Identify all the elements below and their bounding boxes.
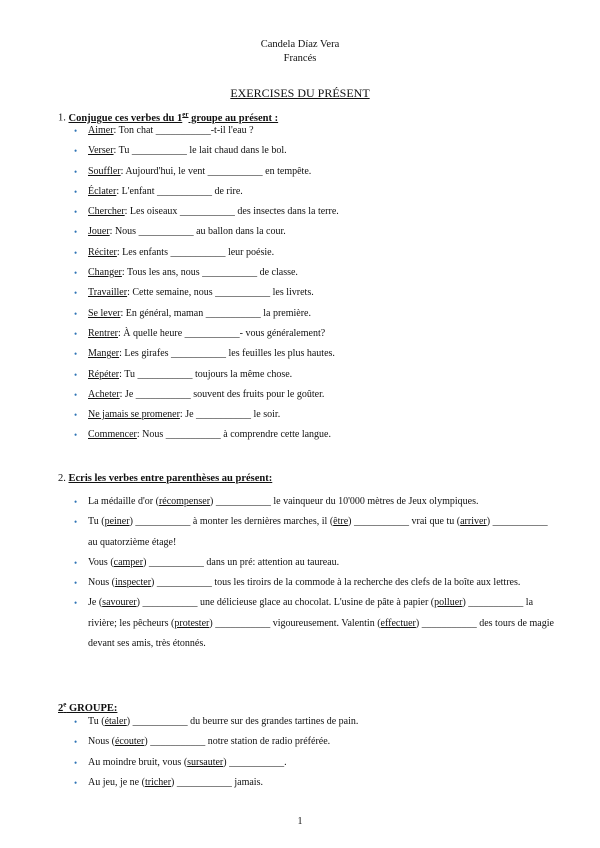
- exercise-text: : Je ___________ souvent des fruits pour le goûter.: [119, 388, 325, 400]
- verb-label: Répéter: [88, 368, 120, 380]
- list-item: [74, 263, 339, 283]
- verb-label: Réciter: [88, 246, 117, 258]
- exercise-text: ) ___________.: [223, 756, 287, 768]
- verb-label: écouter: [114, 736, 145, 748]
- exercise-text: : Tous les ans, nous ___________ de classe.: [121, 267, 298, 279]
- list-item: [74, 182, 339, 202]
- exercise-text: : Les enfants ___________ leur poésie.: [116, 246, 275, 258]
- exercise-text: : À quelle heure ___________- vous généralement?: [118, 327, 326, 339]
- exercise-text: : Je ___________ le soir.: [179, 409, 281, 421]
- verb-label: polluer: [434, 597, 463, 609]
- verb-label: Manger: [88, 348, 120, 360]
- exercise-text: : Ton chat ___________-t-il l'eau ?: [113, 125, 254, 136]
- verb-label: savourer: [102, 597, 137, 609]
- verb-label: Éclater: [88, 185, 117, 197]
- exercise-text: Nous (: [88, 577, 115, 589]
- section-1-number: 1.: [58, 112, 66, 124]
- list-item: [74, 573, 554, 593]
- exercise-text: Au jeu, je ne (: [88, 776, 145, 788]
- verb-label: étaler: [104, 716, 127, 727]
- verb-label: Aimer: [88, 125, 114, 136]
- verb-label: inspecter: [114, 577, 152, 589]
- list-item: [74, 162, 339, 182]
- exercise-text: ) ___________ tous les tiroirs de la commode à la recherche des clefs de la boîte aux lettres.: [151, 577, 521, 589]
- exercise-text: : Aujourd'hui, le vent ___________ en tempête.: [120, 165, 312, 177]
- verb-label: récompenser: [158, 496, 211, 507]
- section-2-number: 2.: [58, 473, 66, 484]
- section-1-heading: Conjugue ces verbes du 1er groupe au présent :: [68, 110, 279, 124]
- verb-label: Commencer: [88, 429, 137, 441]
- list-item: [74, 304, 339, 324]
- list-item: [74, 405, 339, 425]
- exercise-text: Tu (: [88, 516, 105, 528]
- verb-label: camper: [113, 556, 144, 568]
- verb-label: Rentrer: [88, 327, 118, 339]
- exercise-text: ) ___________ à monter les dernières marches, il (: [129, 516, 334, 528]
- verb-label: protester: [174, 617, 210, 629]
- exercise-text: : Tu ___________ toujours la même chose.: [119, 368, 293, 380]
- list-item: [74, 243, 339, 263]
- list-item: [74, 512, 554, 553]
- exercise-text: ) ___________ dans un pré: attention au taureau.: [143, 556, 340, 568]
- verb-label: Se lever: [88, 307, 121, 319]
- verb-label: tricher: [144, 776, 172, 788]
- exercise-text: Je (: [88, 597, 103, 609]
- exercise-text: : Les oiseaux ___________ des insectes dans la terre.: [124, 206, 339, 218]
- exercise-text: ) ___________ vigoureusement. Valentin (: [209, 617, 381, 629]
- section-3-list: [74, 712, 554, 793]
- list-item: [74, 593, 554, 654]
- exercise-text: : Tu ___________ le lait chaud dans le bol.: [113, 145, 287, 157]
- exercise-text: Au moindre bruit, vous (: [88, 756, 188, 768]
- exercise-text: ) ___________ vrai que tu (: [348, 516, 461, 528]
- list-item: [74, 712, 554, 732]
- exercise-text: Tu (: [88, 716, 105, 727]
- list-item: [74, 141, 339, 161]
- list-item: [74, 773, 554, 793]
- verb-label: sursauter: [187, 756, 224, 768]
- list-item: [74, 365, 339, 385]
- section-2-title: [58, 473, 272, 484]
- list-item: [74, 283, 339, 303]
- section-2-list: [74, 492, 554, 654]
- exercise-text: : Cette semaine, nous ___________ les livrets.: [127, 287, 314, 299]
- list-item: [74, 121, 339, 141]
- verb-label: arriver: [460, 516, 487, 528]
- author-name: Candela Díaz Vera: [260, 39, 340, 50]
- verb-label: peiner: [104, 516, 130, 528]
- exercise-text: ) ___________ jamais.: [171, 776, 263, 788]
- section-2-heading: Ecris les verbes entre parenthèses au présent:: [68, 473, 273, 484]
- verb-label: Verser: [88, 145, 114, 157]
- list-item: [74, 385, 339, 405]
- verb-label: Souffler: [88, 165, 121, 177]
- list-item: [74, 492, 554, 512]
- exercise-text: : L'enfant ___________ de rire.: [116, 185, 243, 197]
- verb-label: Changer: [88, 267, 122, 279]
- verb-label: Chercher: [88, 206, 125, 218]
- exercise-text: ) ___________ notre station de radio préférée.: [144, 736, 331, 748]
- header: [0, 38, 600, 66]
- list-item: [74, 344, 339, 364]
- list-item: [74, 222, 339, 242]
- exercise-text: ) ___________ une délicieuse glace au chocolat. L'usine de pâte à papier (: [136, 597, 435, 609]
- page-title: EXERCISES DU PRÉSENT: [230, 86, 370, 100]
- section-1-list: [74, 121, 339, 446]
- exercise-text: ) ___________ du beurre sur des grandes tartines de pain.: [126, 716, 359, 727]
- exercise-text: : En général, maman ___________ la première.: [120, 307, 311, 319]
- exercise-text: Nous (: [88, 736, 115, 748]
- verb-label: Travailler: [88, 287, 128, 299]
- verb-label: effectuer: [380, 617, 416, 629]
- page-number: 1: [297, 816, 303, 827]
- exercise-text: : Nous ___________ à comprendre cette langue.: [136, 429, 331, 441]
- list-item: [74, 732, 554, 752]
- section-3-heading: 2e GROUPE:: [58, 700, 118, 714]
- list-item: [74, 553, 554, 573]
- exercise-text: ) ___________ au quatorzième étage!: [88, 516, 548, 548]
- list-item: [74, 753, 554, 773]
- verb-label: Ne jamais se promener: [88, 409, 180, 421]
- exercise-text: ) ___________ des tours de magie devant ses amis, très étonnés.: [88, 617, 554, 650]
- exercise-text: ) ___________ la rivière; les pêcheurs (: [88, 597, 534, 629]
- exercise-text: La médaille d'or (: [88, 496, 159, 507]
- list-item: [74, 425, 339, 445]
- verb-label: Acheter: [88, 388, 120, 400]
- subject-name: Francés: [283, 53, 317, 64]
- list-item: [74, 324, 339, 344]
- exercise-text: ) ___________ le vainqueur du 10'000 mètres de Jeux olympiques.: [210, 496, 479, 507]
- verb-label: être: [333, 516, 349, 528]
- list-item: [74, 202, 339, 222]
- exercise-text: : Les girafes ___________ les feuilles les plus hautes.: [119, 348, 335, 360]
- exercise-text: Vous (: [88, 556, 114, 568]
- exercise-text: : Nous ___________ au ballon dans la cour.: [109, 226, 286, 238]
- verb-label: Jouer: [88, 226, 110, 238]
